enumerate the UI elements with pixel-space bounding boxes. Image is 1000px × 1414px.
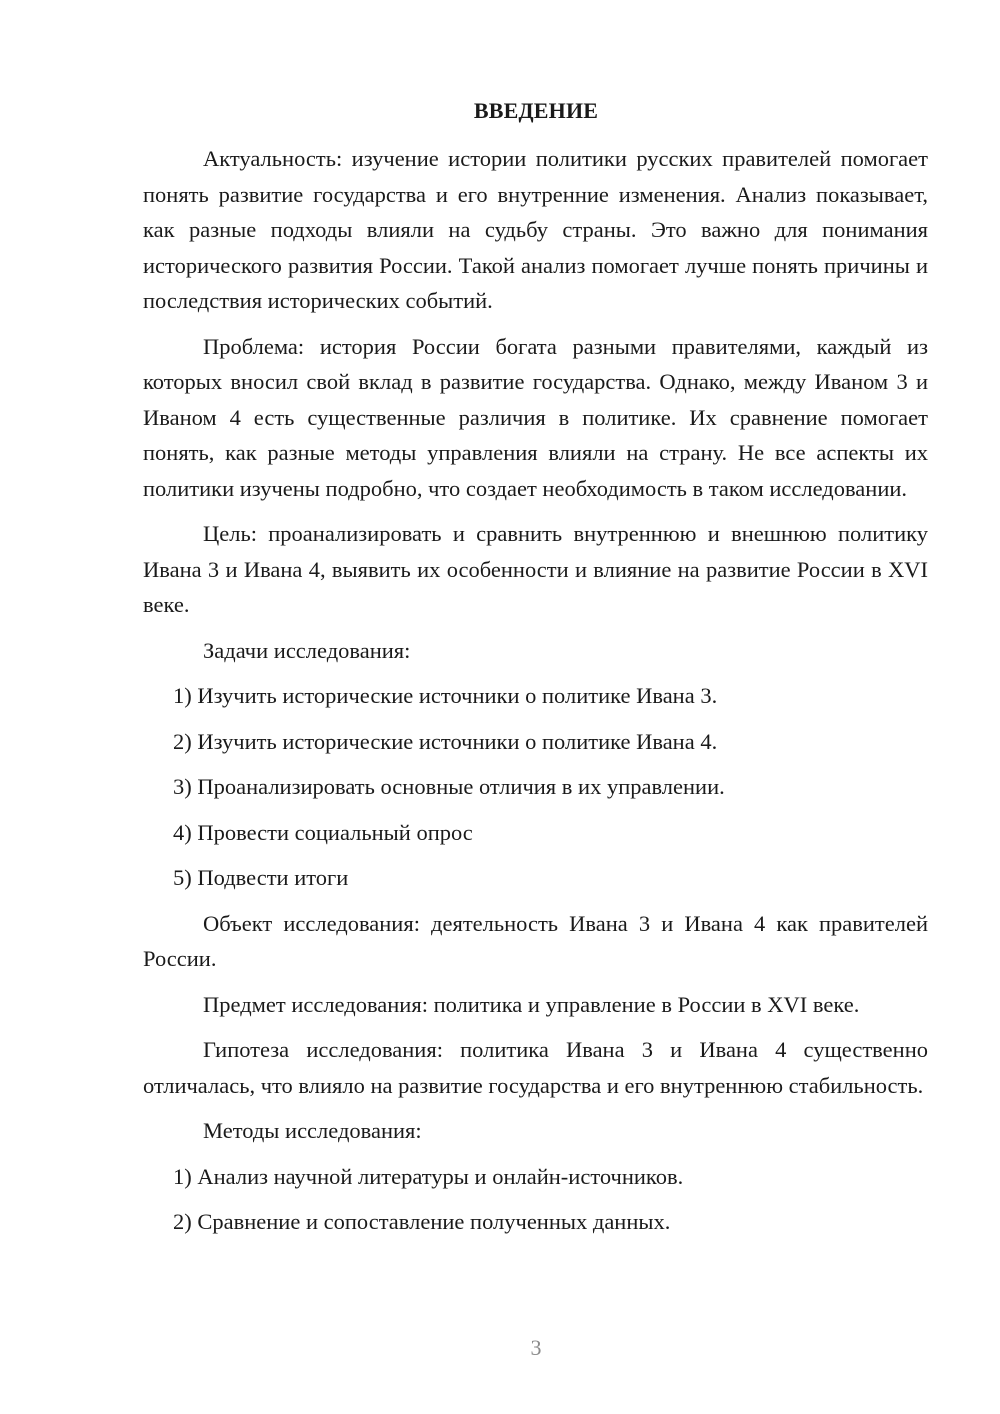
methods-heading: Методы исследования: — [203, 1118, 422, 1143]
tasks-heading: Задачи исследования: — [203, 637, 411, 663]
page-number: 3 — [530, 1335, 542, 1360]
page-title: ВВЕДЕНИЕ — [473, 98, 599, 123]
methods-list — [143, 1159, 928, 1240]
list-item: 2) Изучить исторические источники о политике Ивана 4. — [173, 728, 718, 754]
list-item: 1) Изучить исторические источники о политике Ивана 3. — [173, 683, 718, 708]
paragraph-subject: Предмет исследования: политика и управление в России в XVI веке. — [203, 991, 860, 1017]
list-item: 2) Сравнение и сопоставление полученных данных. — [173, 1209, 671, 1234]
tasks-list — [143, 678, 928, 896]
list-item: 5) Подвести итоги — [173, 865, 349, 890]
paragraph-hypothesis: Гипотеза исследования: политика Ивана 3 и Ивана 4 существенно отличалась, что влияло на развитие государства и его внутреннюю стабильность. — [143, 1037, 928, 1098]
list-item: 4) Провести социальный опрос — [173, 819, 473, 845]
paragraph-problem: Проблема: история России богата разными правителями, каждый из которых вносил свой вклад в развитие государства. Однако, между Иваном 3 и Иваном 4 есть существенные различия в политике. Их сравнение помогает понять, как разные методы управления влияли на страну. Не все аспекты их политики изучены подробно, что создает необходимость в таком исследовании. — [143, 333, 928, 501]
paragraph-object: Объект исследования: деятельность Ивана 3 и Ивана 4 как правителей России. — [143, 910, 928, 971]
paragraph-relevance: Актуальность: изучение истории политики русских правителей помогает понять развитие государства и его внутренние изменения. Анализ показывает, как разные подходы влияли на судьбу страны. Это важно для понимания исторического развития России. Такой анализ помогает лучше понять причины и последствия исторических событий. — [143, 146, 928, 313]
list-item: 3) Проанализировать основные отличия в их управлении. — [173, 774, 725, 799]
list-item: 1) Анализ научной литературы и онлайн-источников. — [173, 1163, 684, 1189]
document-body — [143, 141, 928, 1250]
paragraph-goal: Цель: проанализировать и сравнить внутреннюю и внешнюю политику Ивана 3 и Ивана 4, выявить их особенности и влияние на развитие России в XVI веке. — [143, 521, 928, 617]
